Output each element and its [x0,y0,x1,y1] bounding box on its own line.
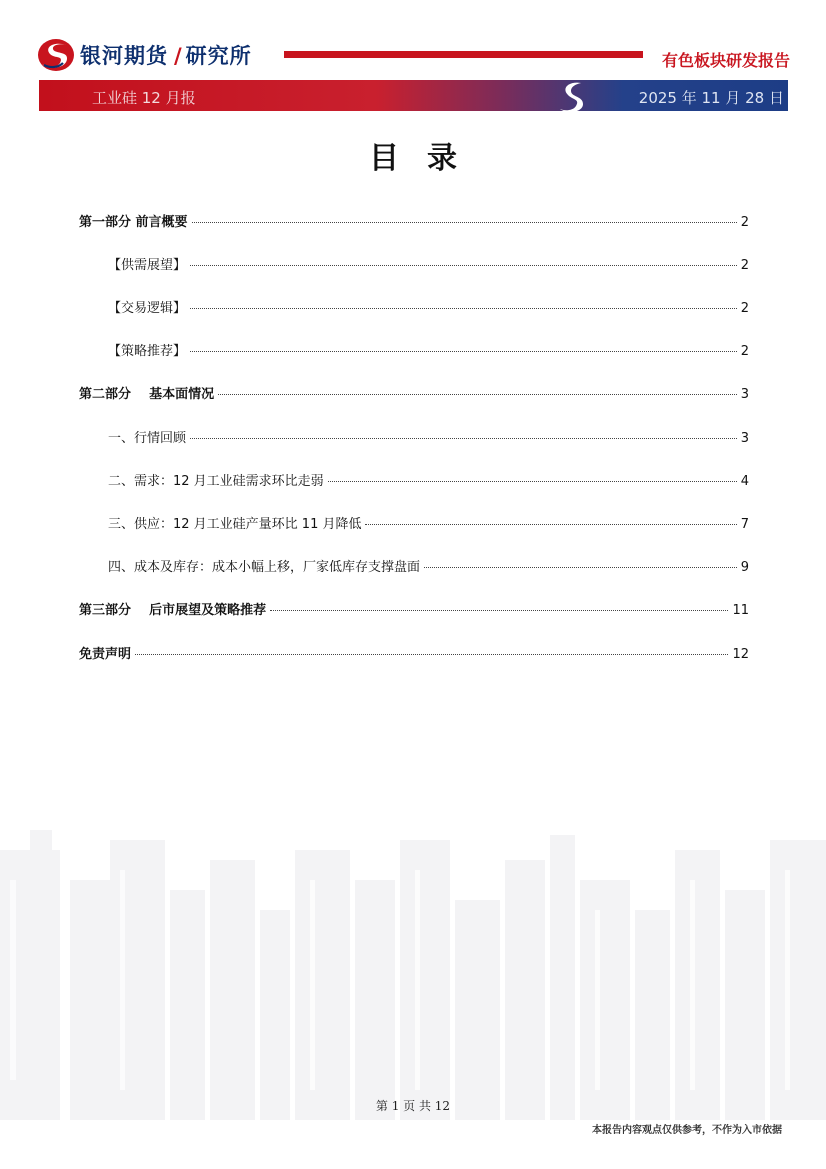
toc-entry[interactable] [108,427,749,446]
city-skyline-watermark [0,820,826,1120]
toc-leader-dots [190,264,737,266]
toc-entry[interactable] [79,599,749,618]
banner-swoosh-icon [555,80,591,113]
toc-leader-dots [190,437,737,439]
report-date: 2025 年 11 月 28 日 [638,89,784,107]
toc-entry-label: 【供需展望】 [108,258,187,273]
report-subject: 工业硅 12 月报 [92,89,196,107]
toc-entry[interactable] [108,513,749,532]
toc-entry-label: 二、需求：12 月工业硅需求环比走弱 [108,474,324,489]
brand-label: 银河期货 [80,44,168,68]
toc-entry-label: 三、供应：12 月工业硅产量环比 11 月降低 [108,517,362,532]
toc-leader-dots [328,480,737,482]
report-type: 有色板块研发报告 [661,51,790,70]
toc-entry-page: 2 [740,258,749,273]
toc-entry[interactable] [108,556,749,575]
toc-entry-page: 2 [740,215,749,230]
toc-entry[interactable] [79,643,749,662]
toc-leader-dots [365,523,736,525]
toc-entry[interactable] [79,211,749,230]
toc-entry-label: 【策略推荐】 [108,344,187,359]
header-red-rule [284,51,643,58]
toc-leader-dots [218,393,737,395]
page-title: 目录 [369,141,485,176]
toc-leader-dots [135,653,728,655]
toc-entry-page: 2 [740,344,749,359]
brand-slash: / [174,44,183,68]
institute-label: 研究所 [185,44,252,68]
toc-entry-page: 12 [732,647,749,662]
page-number: 第 1 页 共 12 [375,1099,451,1113]
toc-entry-label: 【交易逻辑】 [108,301,187,316]
toc-entry[interactable] [108,254,749,273]
toc-entry-page: 4 [740,474,749,489]
footer-disclaimer: 本报告内容观点仅供参考，不作为入市依据 [592,1125,782,1136]
toc-leader-dots [424,566,737,568]
brand-name [80,40,252,70]
toc-entry-label: 第二部分 基本面情况 [79,387,215,402]
toc-entry-label: 四、成本及库存：成本小幅上移，厂家低库存支撑盘面 [108,560,421,575]
toc-entry-label: 免责声明 [79,647,132,662]
toc-entry[interactable] [108,340,749,359]
toc-entry-page: 3 [740,431,749,446]
toc-entry[interactable] [79,383,749,402]
toc-entry-page: 9 [740,560,749,575]
toc-entry-label: 第一部分 前言概要 [79,215,188,230]
toc-leader-dots [190,350,737,352]
toc-entry-page: 11 [732,603,749,618]
toc-entry[interactable] [108,297,749,316]
toc-entry[interactable] [108,470,749,489]
toc-leader-dots [192,221,737,223]
toc-entry-page: 2 [740,301,749,316]
toc-entry-page: 3 [740,387,749,402]
toc-entry-label: 第三部分 后市展望及策略推荐 [79,603,267,618]
toc-leader-dots [190,307,737,309]
toc-entry-page: 7 [740,517,749,532]
toc-leader-dots [270,609,728,611]
toc-entry-label: 一、行情回顾 [108,431,187,446]
galaxy-logo-icon [36,37,76,73]
